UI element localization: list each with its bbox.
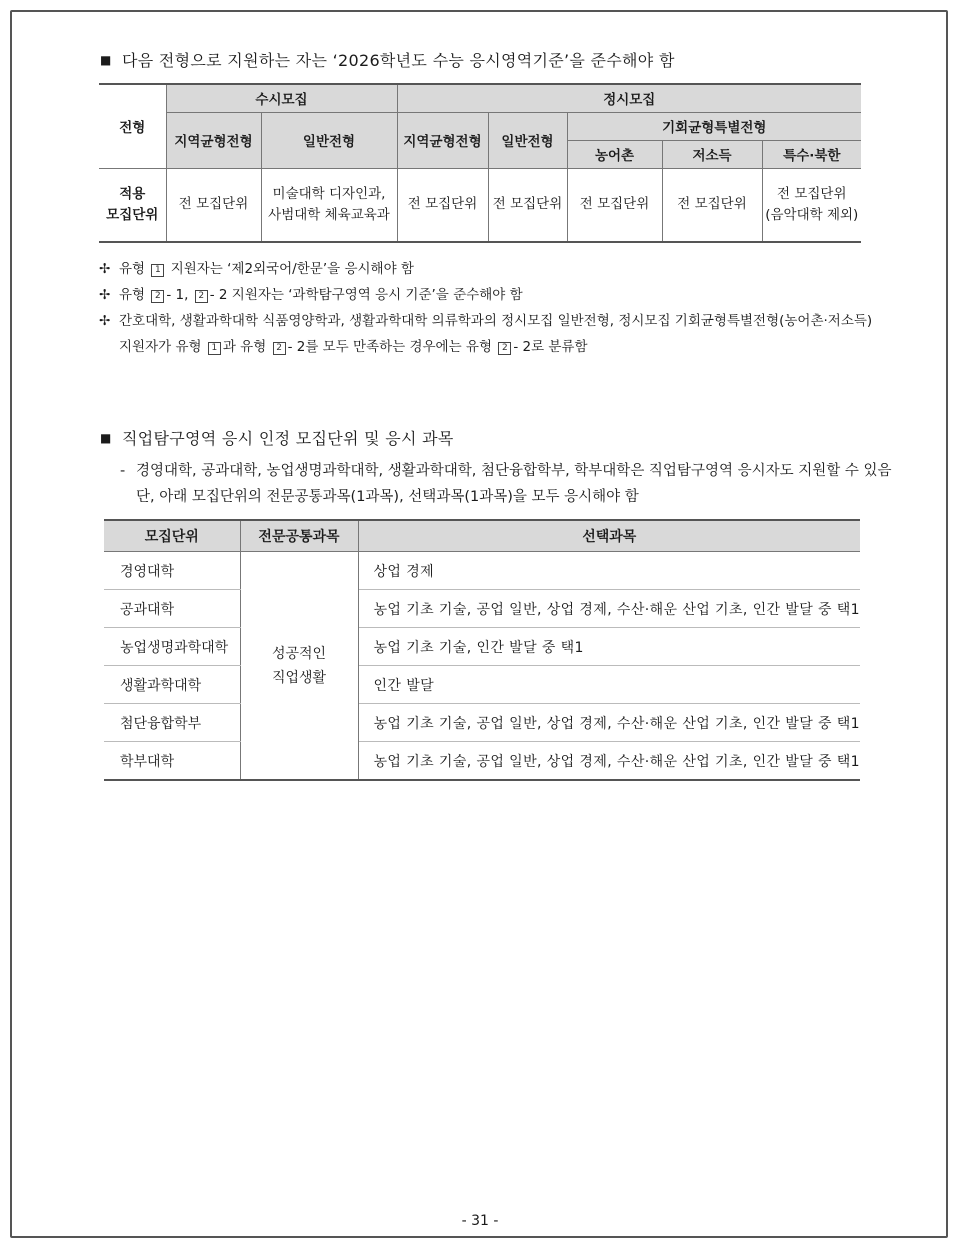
susi-regional-header: 지역균형전형: [166, 112, 261, 168]
choice-cell: 인간 발달: [358, 666, 860, 704]
choice-cell: 상업 경제: [358, 552, 860, 590]
cell-special-nk: 전 모집단위 (음악대학 제외): [762, 168, 861, 242]
unit-cell: 생활과학대학: [104, 666, 240, 704]
note-3-cont: 지원자가 유형 1 과 유형 2 - 2를 모두 만족하는 경우에는 유형 2 - 2로 분류함: [119, 339, 588, 355]
type-box: 2: [195, 290, 208, 303]
page-number: - 31 -: [461, 1213, 499, 1229]
type-box: 1: [151, 264, 164, 277]
jeongsi-regional-header: 지역균형전형: [397, 112, 488, 168]
cell-susi-general: 미술대학 디자인과, 사범대학 체육교육과: [261, 168, 397, 242]
header-choice: 선택과목: [358, 520, 860, 552]
unit-cell: 공과대학: [104, 590, 240, 628]
cell-susi-regional: 전 모집단위: [166, 168, 261, 242]
square-bullet-icon: ■: [100, 53, 112, 67]
table-row: [104, 704, 860, 742]
unit-cell: 경영대학: [104, 552, 240, 590]
table-row: [104, 628, 860, 666]
section1-heading: ■ 다음 전형으로 지원하는 자는 ‘2026학년도 수능 응시영역기준’을 준수해야 함: [100, 51, 675, 70]
type-box: 2: [273, 342, 286, 355]
note-mark-icon: ✢: [99, 261, 111, 277]
jeongsi-general-header: 일반전형: [488, 112, 567, 168]
note-mark-icon: ✢: [99, 313, 111, 329]
table-row: [104, 742, 860, 781]
cell-jeongsi-general: 전 모집단위: [488, 168, 567, 242]
cell-rural: 전 모집단위: [567, 168, 662, 242]
choice-cell: 농업 기초 기술, 공업 일반, 상업 경제, 수산·해운 산업 기초, 인간 발달 중 택1: [373, 753, 860, 770]
note-1: ✢ 유형 1 지원자는 ‘제2외국어/한문’을 응시해야 함: [99, 256, 872, 282]
unit-cell: 농업생명과학대학: [104, 628, 240, 666]
special-header: 기회균형특별전형: [567, 112, 861, 140]
note-2: ✢ 유형 2 - 1, 2 - 2 지원자는 ‘과학탐구영역 응시 기준’을 준수해야 함: [99, 282, 872, 308]
col-type-header: 전형: [99, 84, 166, 168]
special-nk-header: 특수·북한: [762, 140, 861, 168]
type-box: 2: [498, 342, 511, 355]
row-label: 적용 모집단위: [99, 168, 166, 242]
rural-header: 농어촌: [567, 140, 662, 168]
square-bullet-icon: ■: [100, 431, 112, 445]
cell-jeongsi-regional: 전 모집단위: [397, 168, 488, 242]
table-row: [104, 666, 860, 704]
common-subject-cell: 성공적인 직업생활: [240, 552, 358, 781]
vocational-subjects-table: [104, 519, 860, 781]
header-common: 전문공통과목: [240, 520, 358, 552]
type-box: 2: [151, 290, 164, 303]
choice-cell: 농업 기초 기술, 인간 발달 중 택1: [358, 628, 860, 666]
jeongsi-header: 정시모집: [397, 84, 861, 112]
susi-header: 수시모집: [166, 84, 397, 112]
admission-type-table: [99, 83, 861, 243]
type-box: 1: [208, 342, 221, 355]
section2-heading: ■ 직업탐구영역 응시 인정 모집단위 및 응시 과목: [100, 429, 454, 448]
note-mark-icon: ✢: [99, 287, 111, 303]
table-row: [104, 552, 860, 590]
cell-low-income: 전 모집단위: [662, 168, 762, 242]
unit-cell: 첨단융합학부: [104, 704, 240, 742]
section2-description: - 경영대학, 공과대학, 농업생명과학대학, 생활과학대학, 첨단융합학부, 학부대학은 직업탐구영역 응시자도 지원할 수 있음 단, 아래 모집단위의 전문공통과목(1과목), 선택과목(1과목)을 모두 응시해야 함: [120, 463, 892, 505]
choice-cell: 농업 기초 기술, 공업 일반, 상업 경제, 수산·해운 산업 기초, 인간 발달 중 택1: [358, 704, 860, 742]
notes: [99, 256, 872, 360]
header-unit: 모집단위: [104, 520, 240, 552]
note-3: ✢ 간호대학, 생활과학대학 식품영양학과, 생활과학대학 의류학과의 정시모집 일반전형, 정시모집 기회균형특별전형(농어촌·저소득): [99, 308, 872, 334]
susi-general-header: 일반전형: [261, 112, 397, 168]
table-row: [104, 590, 860, 628]
choice-cell: 농업 기초 기술, 공업 일반, 상업 경제, 수산·해운 산업 기초, 인간 발달 중 택1: [358, 590, 860, 628]
low-income-header: 저소득: [662, 140, 762, 168]
unit-cell: 학부대학: [104, 742, 240, 781]
